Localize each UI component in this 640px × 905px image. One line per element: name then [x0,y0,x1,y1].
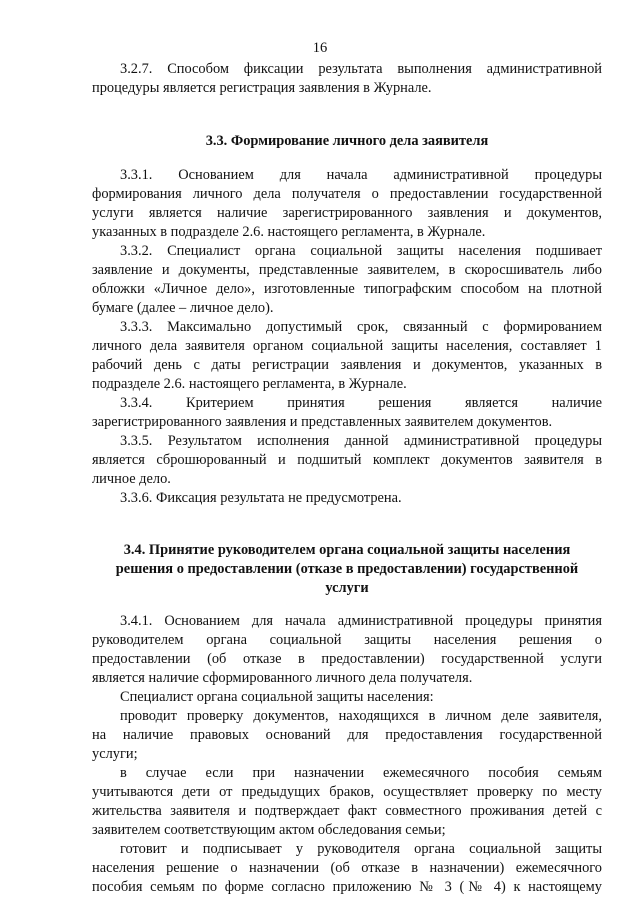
paragraph-line: личного дела заявителя органом социальной защиты населения, составляет 1 [92,338,602,354]
paragraph-line: на наличие правовых оснований для предоставления государственной [92,727,602,743]
section-heading-3-4-line: решения о предоставлении (отказе в предоставлении) государственной [115,561,579,577]
paragraph-line: формирования личного дела получателя о предоставлении государственной [92,186,602,202]
paragraph-line: 3.3.3. Максимально допустимый срок, связанный с формированием [120,319,602,335]
paragraph-line: в случае если при назначении ежемесячного пособия семьям [120,765,602,781]
paragraph-line: заявление и документы, представленные заявителем, в скоросшиватель либо [92,262,602,278]
paragraph-line: обложки «Личное дело», изготовленные типографским способом на плотной [92,281,602,297]
section-heading-3-4-line: 3.4. Принятие руководителем органа социальной защиты населения [123,542,571,558]
paragraph-line: услуги является наличие зарегистрированного заявления и документов, [92,205,602,221]
paragraph-line: 3.3.5. Результатом исполнения данной административной процедуры [120,433,602,449]
paragraph-line: готовит и подписывает у руководителя органа социальной защиты [120,841,602,857]
paragraph-line: 3.3.6. Фиксация результата не предусмотрена. [120,490,402,506]
paragraph-line: предоставлении (об отказе в предоставлении) государственной услуги [92,651,602,667]
section-heading-3-3: 3.3. Формирование личного дела заявителя [205,133,489,149]
paragraph-line: 3.3.4. Критерием принятия решения является наличие [120,395,602,411]
paragraph-line: указанных в подразделе 2.6. настоящего регламента, в Журнале. [92,224,486,240]
paragraph-line: процедуры является регистрация заявления в Журнале. [92,80,432,96]
paragraph-line: учитываются дети от предыдущих браков, осуществляет проверку по месту [92,784,602,800]
paragraph-line: личное дело. [92,471,171,487]
paragraph-line: заявителем соответствующим актом обследования семьи; [92,822,446,838]
paragraph-line: руководителем органа социальной защиты населения решения о [92,632,602,648]
paragraph-line: 3.3.2. Специалист органа социальной защиты населения подшивает [120,243,602,259]
paragraph-line: пособия семьям по форме согласно приложению № 3 (№ 4) к настоящему [92,879,602,895]
paragraph-line: Специалист органа социальной защиты населения: [120,689,434,705]
paragraph-line: подразделе 2.6. настоящего регламента, в Журнале. [92,376,407,392]
paragraph-line: является сброшюрованный и подшитый комплект документов заявителя в [92,452,602,468]
paragraph-line: 3.3.1. Основанием для начала административной процедуры [120,167,602,183]
paragraph-line: 3.4.1. Основанием для начала административной процедуры принятия [120,613,602,629]
paragraph-line: услуги; [92,746,138,762]
paragraph-line: проводит проверку документов, находящихся в личном деле заявителя, [120,708,602,724]
page-number: 16 [312,40,328,56]
paragraph-line: бумаге (далее – личное дело). [92,300,274,316]
paragraph-line: зарегистрированного заявления и представленных заявителем документов. [92,414,553,430]
paragraph-line: жительства заявителя и подтверждает факт совместного проживания детей с [92,803,602,819]
paragraph-line: 3.2.7. Способом фиксации результата выполнения административной [120,61,602,77]
section-heading-3-4-line: услуги [325,580,369,596]
paragraph-line: является наличие сформированного личного дела получателя. [92,670,473,686]
paragraph-line: населения решение о назначении (об отказе в назначении) ежемесячного [92,860,602,876]
paragraph-line: рабочий день с даты регистрации заявления и документов, указанных в [92,357,602,373]
